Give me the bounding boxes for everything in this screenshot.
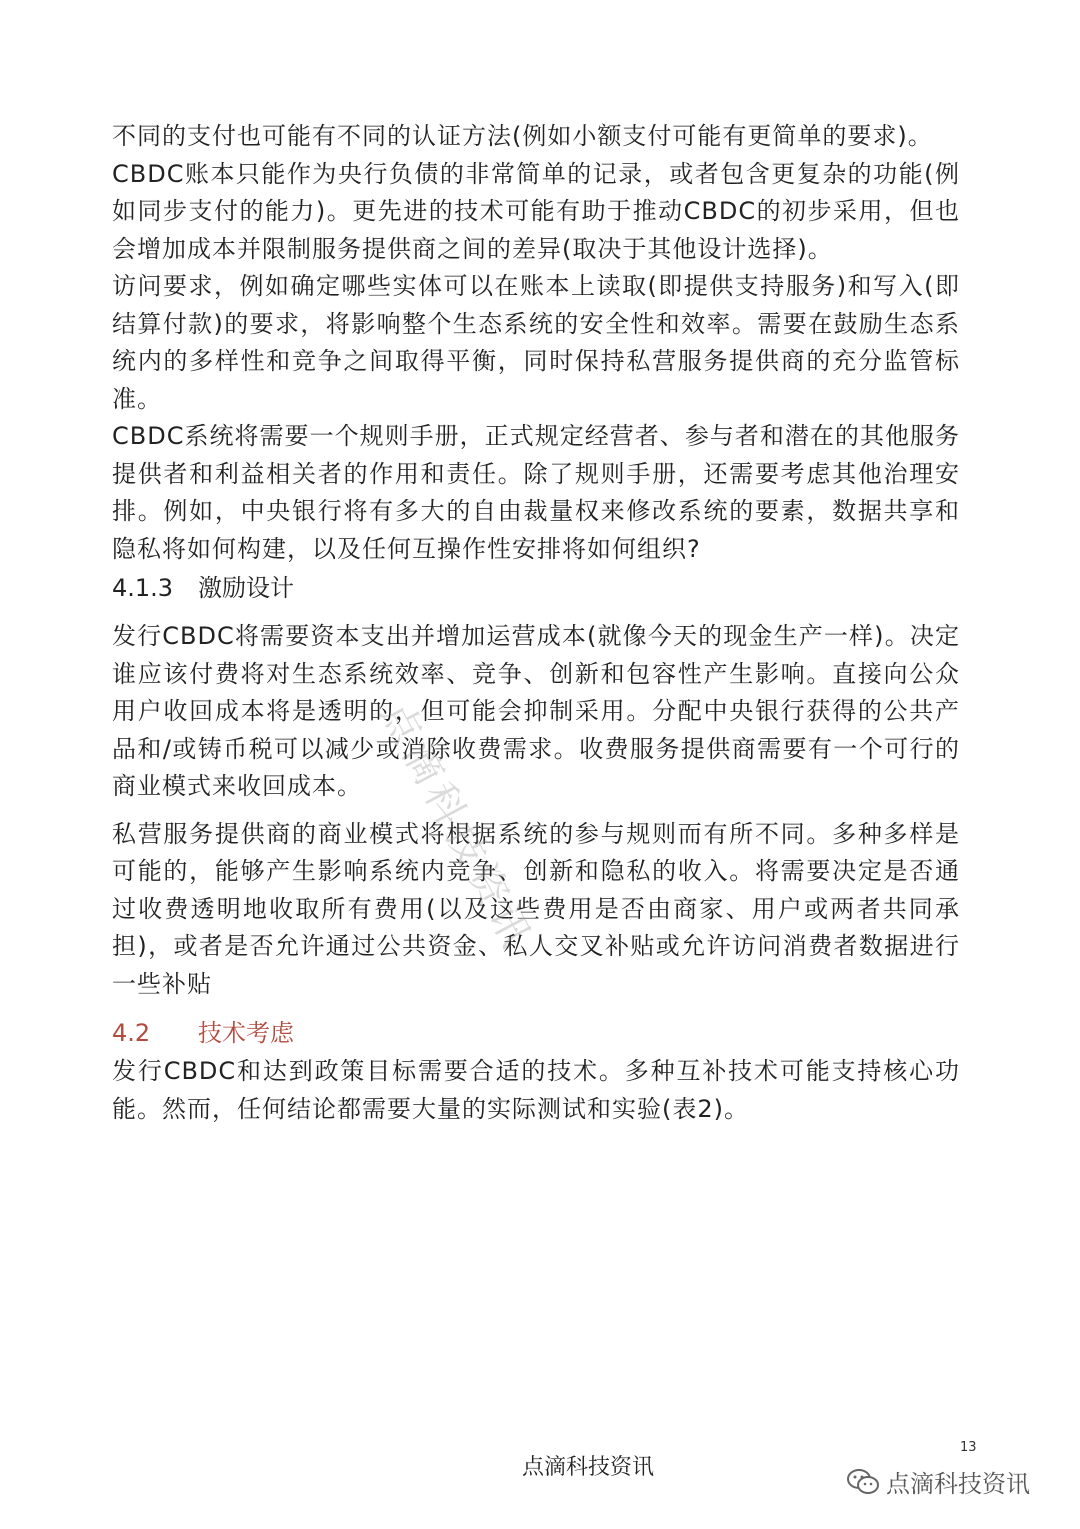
paragraph: 不同的支付也可能有不同的认证方法(例如小额支付可能有更简单的要求)。 <box>112 122 933 150</box>
section-heading-4-1-3 <box>112 568 960 608</box>
paragraph: 发行CBDC将需要资本支出并增加运营成本(就像今天的现金生产一样)。决定谁应该付费将对生态系统效率、竞争、创新和包容性产生影响。直接向公众用户收回成本将是透明的，但可能会抑制采用。分配中央银行获得的公共产品和/或铸币税可以减少或消除收费需求。收费服务提供商需要有一个可行的商业模式来收回成本。 <box>112 622 960 800</box>
section-title: 技术考虑 <box>198 1019 294 1047</box>
watermark: 点滴科技资讯 <box>371 694 542 960</box>
paragraph: 私营服务提供商的商业模式将根据系统的参与规则而有所不同。多种多样是可能的，能够产生影响系统内竞争、创新和隐私的收入。将需要决定是否通过收费透明地收取所有费用(以及这些费用是否由商家、用户或两者共同承担)，或者是否允许通过公共资金、私人交叉补贴或允许访问消费者数据进行一些补贴 <box>112 819 960 998</box>
section-number: 4.1.3 <box>112 574 174 602</box>
section-title: 激励设计 <box>198 574 294 602</box>
paragraph: 访问要求，例如确定哪些实体可以在账本上读取(即提供支持服务)和写入(即结算付款)的要求，将影响整个生态系统的安全性和效率。需要在鼓励生态系统内的多样性和竞争之间取得平衡，同时保持私营服务提供商的充分监管标准。 <box>112 272 960 413</box>
page-number: 13 <box>960 1440 977 1455</box>
paragraph: 发行CBDC和达到政策目标需要合适的技术。多种互补技术可能支持核心功能。然而，任何结论都需要大量的实际测试和实验(表2)。 <box>112 1057 960 1123</box>
wechat-account-label: 点滴科技资讯 <box>886 1470 1030 1498</box>
page-content <box>112 118 960 1128</box>
paragraph: CBDC系统将需要一个规则手册，正式规定经营者、参与者和潜在的其他服务提供者和利益相关者的作用和责任。除了规则手册，还需要考虑其他治理安排。例如，中央银行将有多大的自由裁量权来修改系统的要素，数据共享和隐私将如何构建，以及任何互操作性安排将如何组织? <box>112 422 960 563</box>
section-number: 4.2 <box>112 1019 151 1047</box>
paragraph: CBDC账本只能作为央行负债的非常简单的记录，或者包含更复杂的功能(例如同步支付的能力)。更先进的技术可能有助于推动CBDC的初步采用，但也会增加成本并限制服务提供商之间的差异(取决于其他设计选择)。 <box>112 159 960 263</box>
wechat-account-badge <box>846 1464 1030 1499</box>
footer-text: 点滴科技资讯 <box>522 1455 655 1480</box>
wechat-icon <box>846 1468 880 1496</box>
section-heading-4-2 <box>112 1013 960 1053</box>
